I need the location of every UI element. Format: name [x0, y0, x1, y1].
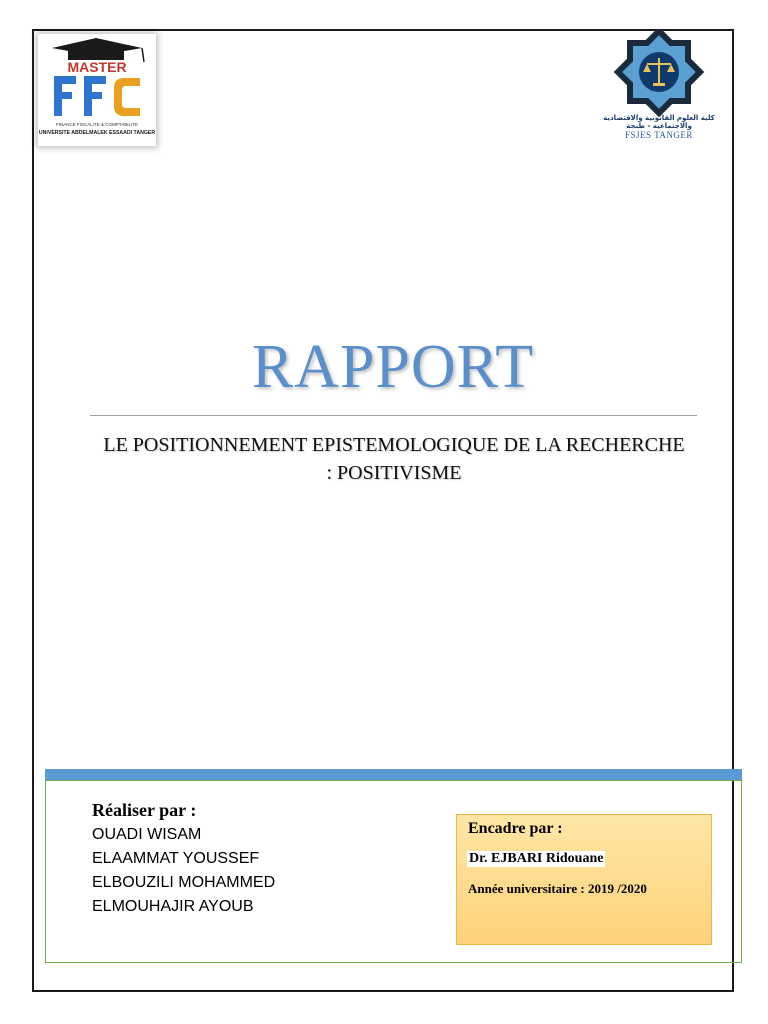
title-divider — [90, 415, 697, 416]
authors-heading: Réaliser par : — [92, 800, 197, 820]
master-ffc-logo-graphic — [38, 34, 156, 146]
author-name: ELAAMMAT YOUSSEF — [92, 850, 260, 867]
fsjes-arabic-name: كلية العلوم القانونية والاقتصادية والاجتماعية - طنجة — [603, 114, 715, 130]
ffc-university: UNIVERSITE ABDELMALEK ESSAADI TANGER — [38, 130, 156, 136]
footer-accent-band — [45, 769, 742, 780]
report-subtitle: LE POSITIONNEMENT EPISTEMOLOGIQUE DE LA RECHERCHE : POSITIVISME — [103, 434, 685, 484]
author-name: ELMOUHAJIR AYOUB — [92, 898, 254, 915]
authors-list — [92, 823, 275, 919]
ffc-tagline: FINANCE FISCALITE & COMPTABILITE — [56, 122, 138, 127]
master-text: MASTER — [67, 59, 127, 75]
author-name: OUADI WISAM — [92, 826, 202, 843]
supervisor-name: Dr. EJBARI Ridouane — [469, 851, 604, 866]
fsjes-latin-name: FSJES TANGER — [625, 130, 693, 140]
author-name: ELBOUZILI MOHAMMED — [92, 874, 276, 891]
supervisor-box — [456, 814, 712, 945]
master-ffc-logo — [38, 34, 156, 146]
fsjes-emblem-icon — [603, 30, 715, 118]
academic-year: Année universitaire : 2019 /2020 — [468, 881, 647, 896]
supervisor-label: Encadre par : — [468, 820, 563, 837]
report-title: RAPPORT — [251, 333, 535, 401]
